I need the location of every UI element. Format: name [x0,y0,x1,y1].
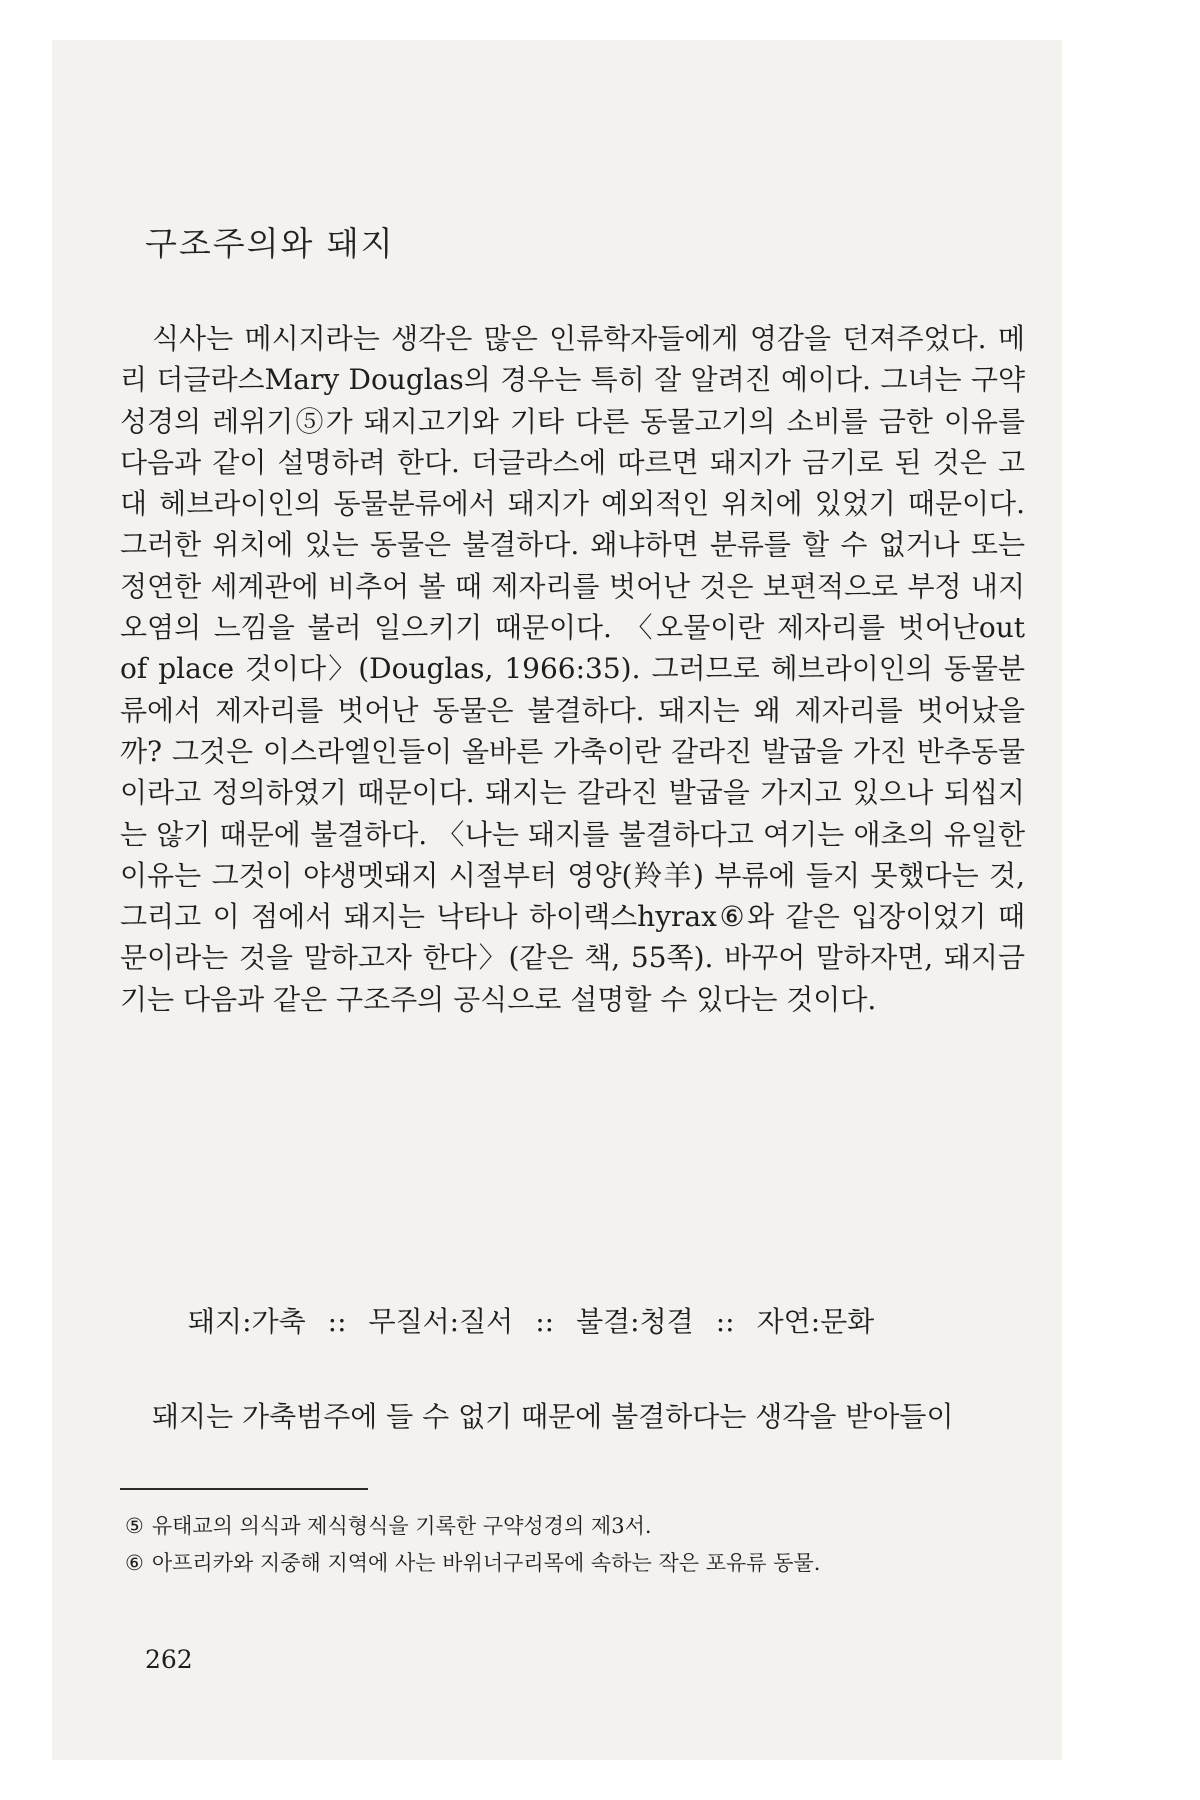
formula-pair: 자연:문화 [756,1305,875,1338]
formula-pair: 돼지:가축 [188,1305,306,1338]
formula-pair: 불결:청결 [576,1305,694,1338]
footnote-text: 아프리카와 지중해 지역에 사는 바위너구리목에 속하는 작은 포유류 동물. [151,1551,821,1575]
formula-pair: 무질서:질서 [368,1305,514,1338]
footnote-divider [120,1488,368,1490]
footnote [125,1508,820,1545]
footnote [125,1545,820,1582]
body-paragraph: 식사는 메시지라는 생각은 많은 인류학자들에게 영감을 던져주었다. 메리 더글라스Mary Douglas의 경우는 특히 잘 알려진 예이다. 그녀는 구약성경의 레위기⑤가 돼지고기와 기타 다른 동물고기의 소비를 금한 이유를 다음과 같이 설명하려 한다. 더글라스에 따르면 돼지가 금기로 된 것은 고대 헤브라이인의 동물분류에서 돼지가 예외적인 위치에 있었기 때문이다. 그러한 위치에 있는 동물은 불결하다. 왜냐하면 분류를 할 수 없거나 또는 정연한 세계관에 비추어 볼 때 제자리를 벗어난 것은 보편적으로 부정 내지 오염의 느낌을 불러 일으키기 때문이다. 〈오물이란 제자리를 벗어난out of place 것이다〉(Douglas, 1966:35). 그러므로 헤브라이인의 동물분류에서 제자리를 벗어난 동물은 불결하다. 돼지는 왜 제자리를 벗어났을까? 그것은 이스라엘인들이 올바른 가축이란 갈라진 발굽을 가진 반추동물이라고 정의하였기 때문이다. 돼지는 갈라진 발굽을 가지고 있으나 되씹지는 않기 때문에 불결하다. 〈나는 돼지를 불결하다고 여기는 애초의 유일한 이유는 그것이 야생멧돼지 시절부터 영양(羚羊) 부류에 들지 못했다는 것, 그리고 이 점에서 돼지는 낙타나 하이랙스hyrax⑥와 같은 입장이었기 때문이라는 것을 말하고자 한다〉(같은 책, 55쪽). 바꾸어 말하자면, 돼지금기는 다음과 같은 구조주의 공식으로 설명할 수 있다는 것이다. [120,322,1025,1016]
formula-separator: :: [715,1305,735,1338]
formula-separator: :: [535,1305,555,1338]
page-number: 262 [145,1645,193,1674]
footnote-text: 유태교의 의식과 제식형식을 기록한 구약성경의 제3서. [151,1514,652,1538]
footnote-marker: ⑥ [125,1551,144,1575]
section-title: 구조주의와 돼지 [145,224,395,263]
structural-formula [188,1300,874,1340]
footnotes [125,1508,820,1582]
continuation-paragraph: 돼지는 가축범주에 들 수 없기 때문에 불결하다는 생각을 받아들이 [152,1400,954,1433]
formula-separator: :: [327,1305,347,1338]
footnote-marker: ⑤ [125,1514,144,1538]
